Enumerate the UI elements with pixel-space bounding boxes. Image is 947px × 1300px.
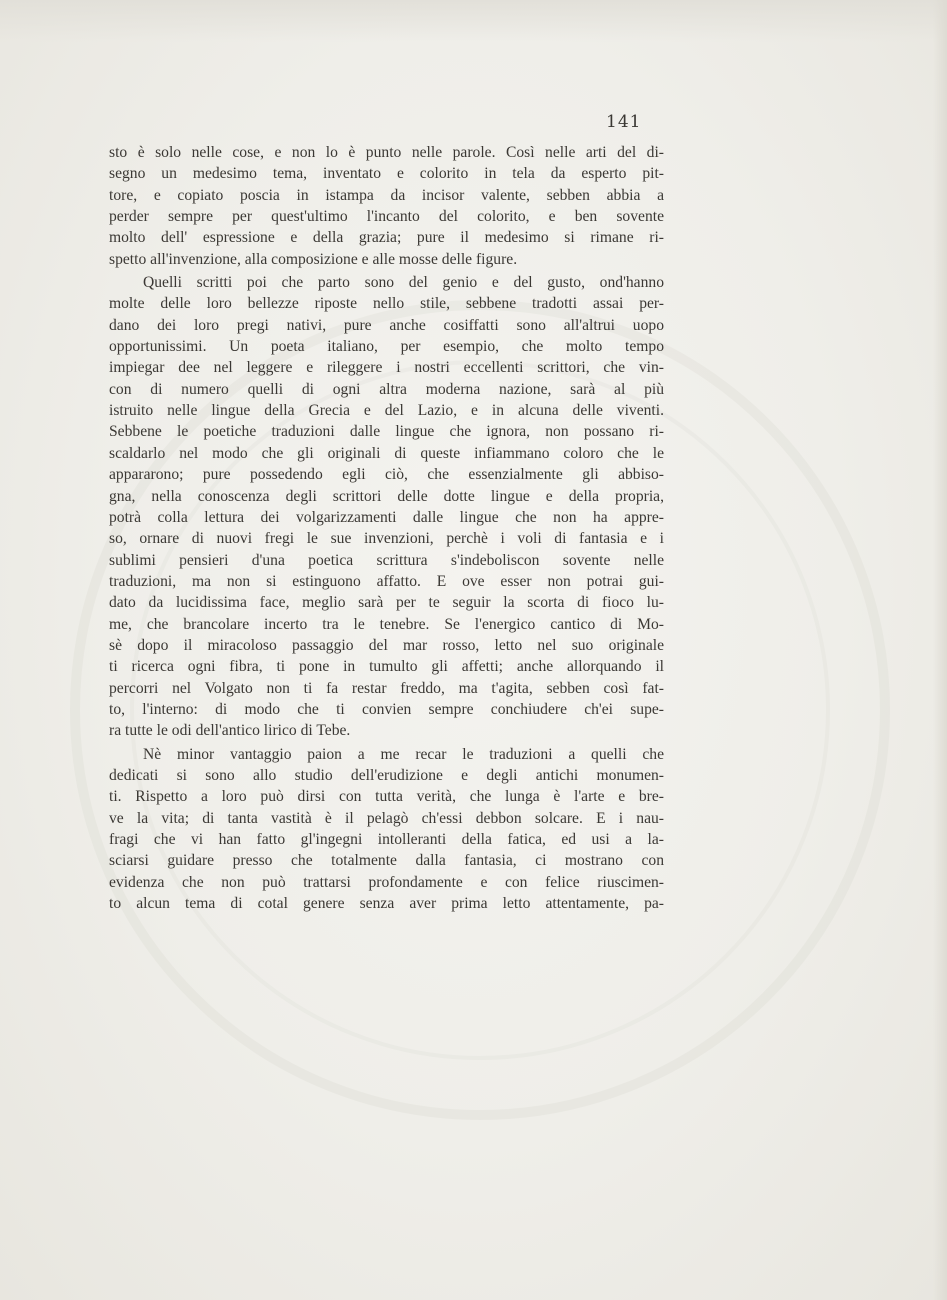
paper-right-edge bbox=[933, 0, 947, 1300]
text-line: perder sempre per quest'ultimo l'incanto del colorito, e ben sovente bbox=[109, 208, 664, 226]
text-line: sciarsi guidare presso che totalmente dalla fantasia, ci mostrano con bbox=[109, 852, 664, 870]
text-line: traduzioni, ma non si estinguono affatto. E ove esser non potrai gui- bbox=[109, 572, 664, 590]
text-line: sè dopo il miracoloso passaggio del mar rosso, letto nel suo originale bbox=[109, 636, 664, 654]
text-line: evidenza che non può trattarsi profondamente e con felice riuscimen- bbox=[109, 873, 664, 891]
text-line: percorri nel Volgato non ti fa restar freddo, ma t'agita, sebben così fat- bbox=[109, 679, 664, 697]
text-line: dedicati si sono allo studio dell'erudizione e degli antichi monumen- bbox=[109, 766, 664, 784]
text-line: spetto all'invenzione, alla composizione e alle mosse delle figure. bbox=[109, 250, 518, 268]
text-line: gna, nella conoscenza degli scrittori delle dotte lingue e della propria, bbox=[109, 487, 664, 505]
text-line: ti. Rispetto a loro può dirsi con tutta verità, che lunga è l'arte e bre- bbox=[109, 788, 664, 806]
text-line: Sebbene le poetiche traduzioni dalle lingue che ignora, non possano ri- bbox=[109, 423, 664, 441]
text-line: ra tutte le odi dell'antico lirico di Tebe. bbox=[109, 722, 351, 740]
text-line: molte delle loro bellezze riposte nello stile, sebbene tradotti assai per- bbox=[109, 295, 664, 313]
text-line: to alcun tema di cotal genere senza aver prima letto attentamente, pa- bbox=[109, 895, 664, 913]
text-line: tore, e copiato poscia in istampa da incisor valente, sebben abbia a bbox=[109, 186, 664, 204]
text-line: to, l'interno: di modo che ti convien sempre conchiudere ch'ei supe- bbox=[109, 700, 664, 718]
text-line: ve la vita; di tanta vastità è il pelagò ch'essi debbon solcare. E i nau- bbox=[109, 809, 664, 827]
text-line: con di numero quelli di ogni altra moderna nazione, sarà al più bbox=[109, 380, 664, 398]
body-text bbox=[109, 142, 664, 914]
text-line: segno un medesimo tema, inventato e colorito in tela da esperto pit- bbox=[109, 165, 664, 183]
text-line: appararono; pure possedendo egli ciò, che essenzialmente gli abbiso- bbox=[109, 466, 664, 484]
text-line: Quelli scritti poi che parto sono del genio e del gusto, ond'hanno bbox=[143, 274, 664, 292]
paragraph bbox=[109, 272, 664, 742]
text-line: molto dell' espressione e della grazia; pure il medesimo si rimane ri- bbox=[109, 229, 664, 247]
text-line: Nè minor vantaggio paion a me recar le traduzioni a quelli che bbox=[143, 745, 664, 763]
text-line: istruito nelle lingue della Grecia e del Lazio, e in alcuna delle viventi. bbox=[109, 402, 664, 420]
paragraph bbox=[109, 142, 664, 270]
text-line: impiegar dee nel leggere e rileggere i nostri eccellenti scrittori, che vin- bbox=[109, 359, 664, 377]
paragraph bbox=[109, 744, 664, 915]
page-number: 141 bbox=[606, 112, 642, 132]
text-line: scaldarlo nel modo che gli originali di queste infiammano coloro che le bbox=[109, 444, 664, 462]
text-line: potrà colla lettura dei volgarizzamenti dalle lingue che non ha appre- bbox=[109, 508, 664, 526]
text-line: so, ornare di nuovi fregi le sue invenzioni, perchè i voli di fantasia e i bbox=[109, 530, 664, 548]
paper-top-edge bbox=[0, 0, 947, 42]
text-line: sublimi pensieri d'una poetica scrittura s'indeboliscon sovente nelle bbox=[109, 551, 664, 569]
text-line: dato da lucidissima face, meglio sarà per te seguir la scorta di fioco lu- bbox=[109, 594, 664, 612]
text-line: me, che brancolare incerto tra le tenebre. Se l'energico cantico di Mo- bbox=[109, 615, 664, 633]
text-line: ti ricerca ogni fibra, ti pone in tumulto gli affetti; anche allorquando il bbox=[109, 658, 664, 676]
text-line: dano dei loro pregi nativi, pure anche cosiffatti sono all'altrui uopo bbox=[109, 316, 664, 334]
text-line: sto è solo nelle cose, e non lo è punto nelle parole. Così nelle arti del di- bbox=[109, 144, 664, 161]
text-line: fragi che vi han fatto gl'ingegni intolleranti della fatica, ed usi a la- bbox=[109, 831, 664, 848]
text-line: opportunissimi. Un poeta italiano, per esempio, che molto tempo bbox=[109, 338, 664, 356]
